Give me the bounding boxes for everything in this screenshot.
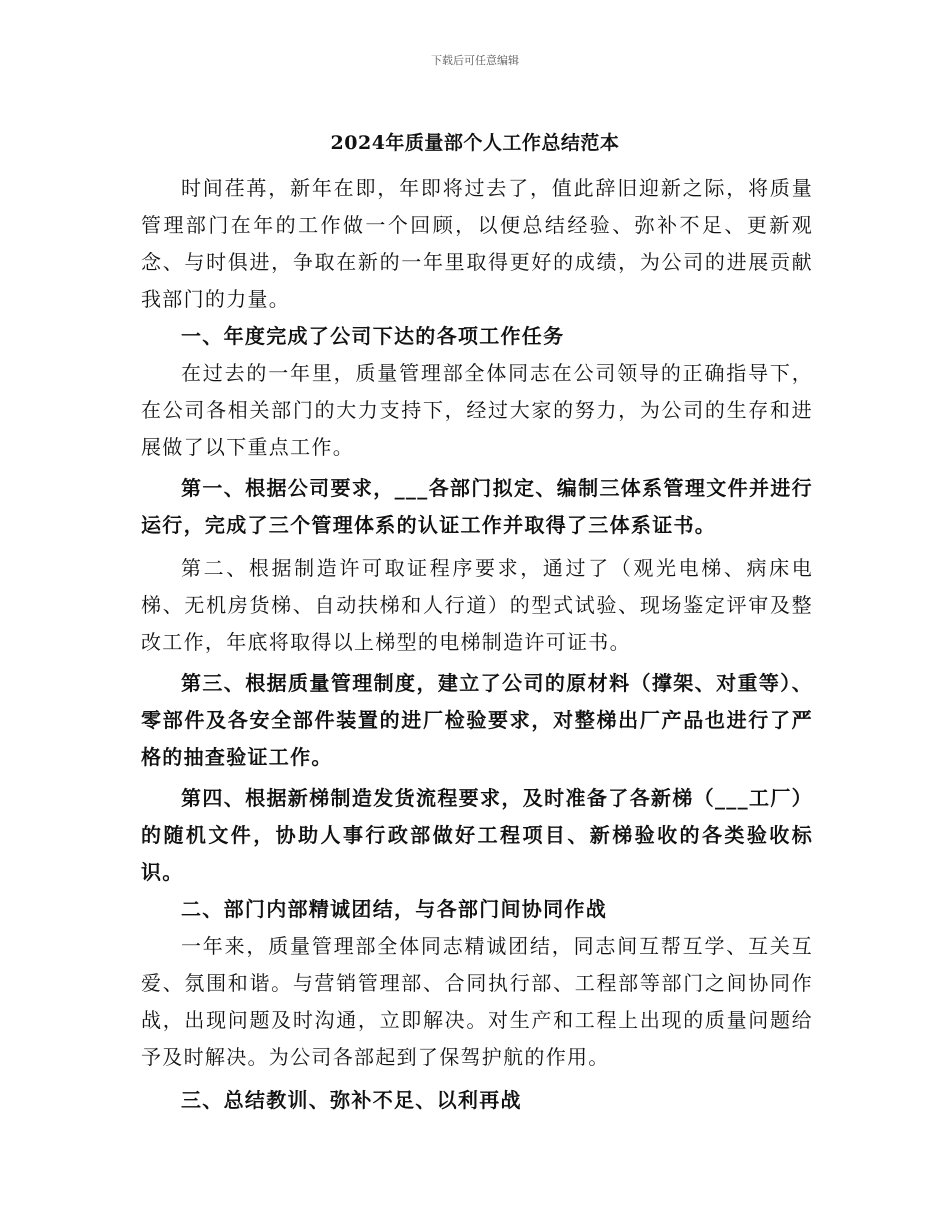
document-title: 2024年质量部个人工作总结范本: [330, 132, 620, 154]
page-header-note: 下载后可任意编辑: [431, 54, 519, 67]
section-heading-3: 三、总结教训、弥补不足、以利再战: [181, 1088, 522, 1112]
item-1-paragraph: 第一、根据公司要求，___各部门拟定、编制三体系管理文件并进行运行，完成了三个管理体系的认证工作并取得了三体系证书。: [141, 476, 813, 537]
section-1-paragraph: 在过去的一年里，质量管理部全体同志在公司领导的正确指导下，在公司各相关部门的大力支持下，经过大家的努力，为公司的生存和进展做了以下重点工作。: [141, 361, 813, 459]
item-3-paragraph: 第三、根据质量管理制度，建立了公司的原材料（撑架、对重等）、零部件及各安全部件装置的进厂检验要求，对整梯出厂产品也进行了严格的抽查验证工作。: [141, 671, 813, 769]
item-4-paragraph: 第四、根据新梯制造发货流程要求，及时准备了各新梯（___工厂）的随机文件，协助人事行政部做好工程项目、新梯验收的各类验收标识。: [141, 786, 813, 884]
section-heading-1: 一、年度完成了公司下达的各项工作任务: [181, 324, 565, 348]
section-2-paragraph: 一年来，质量管理部全体同志精诚团结，同志间互帮互学、互关互爱、氛围和谐。与营销管理部、合同执行部、工程部等部门之间协同作战，出现问题及时沟通，立即解决。对生产和工程上出现的质量问题给予及时解决。为公司各部起到了保驾护航的作用。: [141, 934, 813, 1069]
item-2-paragraph: 第二、根据制造许可取证程序要求，通过了（观光电梯、病床电梯、无机房货梯、自动扶梯和人行道）的型式试验、现场鉴定评审及整改工作，年底将取得以上梯型的电梯制造许可证书。: [141, 556, 813, 654]
intro-paragraph: 时间荏苒，新年在即，年即将过去了，值此辞旧迎新之际，将质量管理部门在年的工作做一个回顾，以便总结经验、弥补不足、更新观念、与时俱进，争取在新的一年里取得更好的成绩，为公司的进展贡献我部门的力量。: [141, 176, 813, 311]
document-body: [141, 170, 813, 1119]
section-heading-2: 二、部门内部精诚团结，与各部门间协同作战: [181, 897, 607, 921]
